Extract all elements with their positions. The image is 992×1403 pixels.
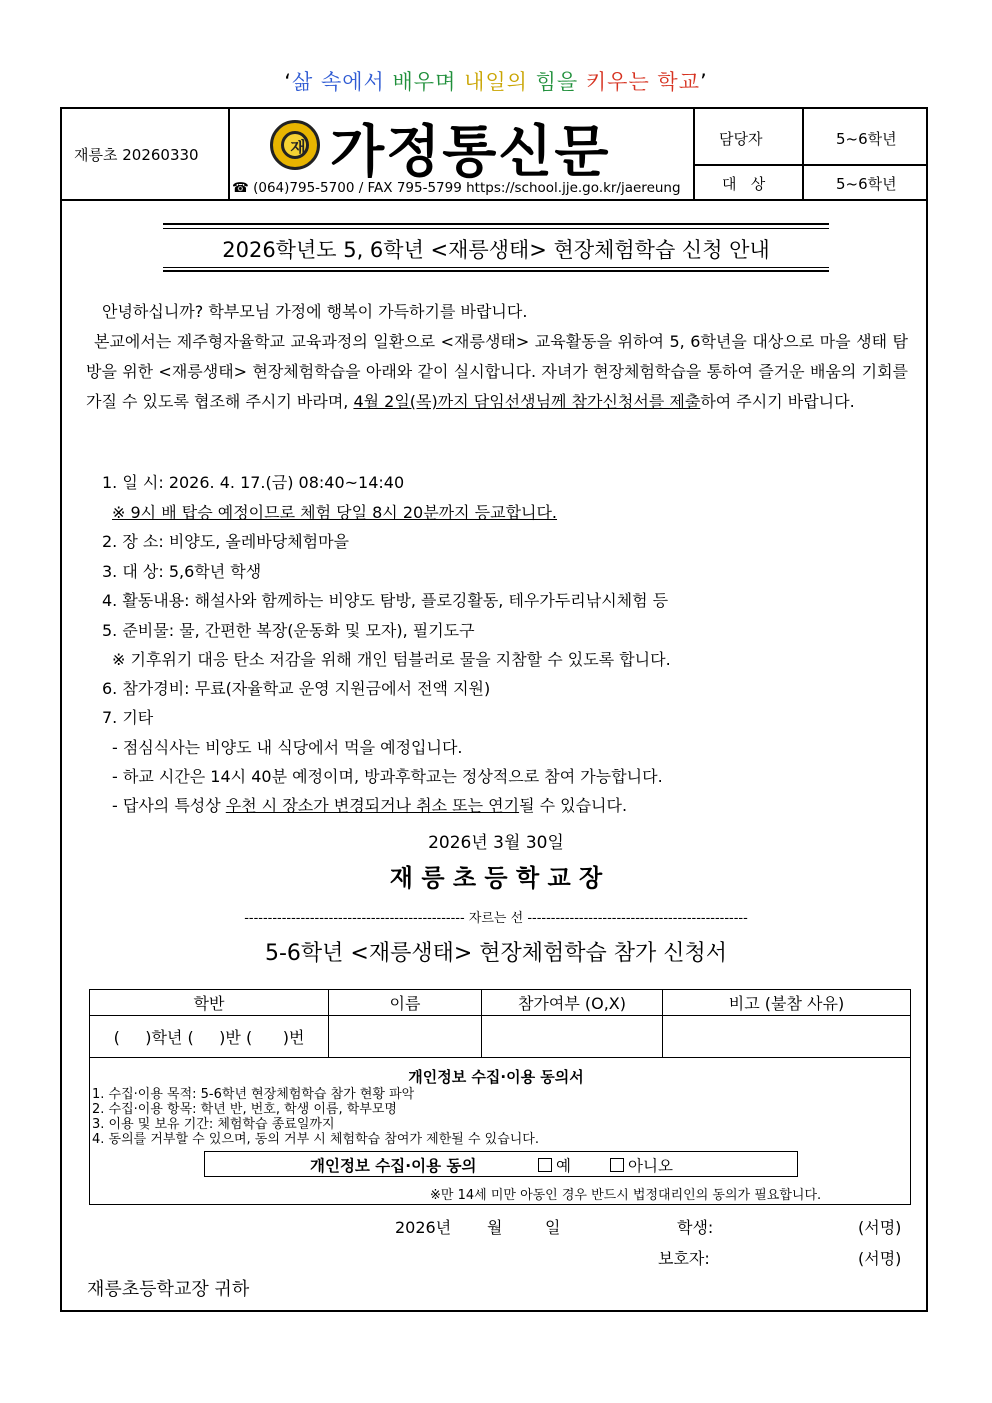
detail-subitem-end: 될 수 있습니다.	[519, 796, 628, 815]
parent-signature[interactable]: (서명)	[858, 1249, 902, 1268]
manager-label: 담당자	[719, 130, 763, 148]
headline: 2026학년도 5, 6학년 <재릉생태> 현장체험학습 신청 안내	[222, 238, 770, 262]
minor-consent-note: ※만 14세 미만 아동인 경우 반드시 법정대리인의 동의가 필요합니다.	[430, 1188, 822, 1203]
header-divider	[802, 107, 804, 200]
detail-item: 6. 참가경비: 무료(자율학교 운영 지원금에서 전액 지원)	[102, 679, 491, 698]
contact-info: ☎ (064)795-5700 / FAX 795-5799 https://school.jje.go.kr/jaereung	[232, 180, 681, 196]
consent-line: 2. 수집·이용 항목: 학년 반, 번호, 학생 이름, 학부모명	[92, 1102, 397, 1117]
sign-year: 2026년	[395, 1218, 452, 1237]
headline-rule-bottom	[163, 267, 829, 268]
motto-quote-close: ’	[700, 70, 708, 94]
intro-body	[86, 327, 908, 417]
intro-body-text: 본교에서는 제주형자율학교 교육과정의 일환으로 <재릉생태> 교육활동을 위하여 5, 6학년을 대상으로 마을 생태 탐방을 위한 <재릉생태> 현장체험학습을 아래와 같이 실시합니다. 자녀가 현장체험학습을 통하여 즐거운 배움의 기회를 가질 수 있도록 협조해 주시기 바라며,	[86, 332, 908, 411]
consent-no-label: 아니오	[628, 1157, 673, 1175]
consent-yes-option[interactable]	[538, 1154, 571, 1176]
principal-title: 재 릉 초 등 학 교 장	[389, 864, 603, 892]
motto-word: 배우며	[392, 70, 457, 94]
detail-subitem	[112, 793, 627, 816]
detail-item: 7. 기타	[102, 708, 154, 727]
document-number: 재릉초 20260330	[74, 146, 199, 164]
manager-value: 5~6학년	[836, 130, 897, 148]
column-header: 이름	[329, 990, 482, 1016]
deadline-underlined: 4월 2일(목)까지 담임선생님께 참가신청서를 제출	[353, 392, 701, 411]
remarks-field[interactable]	[663, 1016, 911, 1058]
detail-item: 1. 일 시: 2026. 4. 17.(금) 08:40~14:40	[102, 473, 405, 492]
parent-label: 보호자:	[658, 1249, 710, 1268]
intro-section	[86, 297, 908, 417]
class-field[interactable]: ( )학년 ( )반 ( )번	[90, 1016, 329, 1058]
sign-day[interactable]: 일	[545, 1218, 561, 1237]
target-value: 5~6학년	[836, 175, 897, 193]
column-header: 비고 (불참 사유)	[663, 990, 911, 1016]
school-motto	[0, 66, 992, 96]
detail-subitem: - 점심식사는 비양도 내 식당에서 먹을 예정입니다.	[112, 738, 463, 757]
consent-no-option[interactable]	[610, 1154, 673, 1176]
form-title: 5-6학년 <재릉생태> 현장체험학습 참가 신청서	[264, 941, 728, 966]
target-label: 대 상	[722, 175, 766, 193]
cut-line-label: 자르는 선	[468, 911, 524, 926]
motto-word: 힘을	[535, 70, 579, 94]
addressee: 재릉초등학교장 귀하	[87, 1279, 250, 1300]
checkbox-icon[interactable]	[538, 1158, 552, 1172]
consent-agree-box	[204, 1151, 798, 1177]
detail-note: ※ 9시 배 탑승 예정이므로 체험 당일 8시 20분까지 등교합니다.	[112, 503, 558, 522]
sign-month[interactable]: 월	[487, 1218, 503, 1237]
motto-word: 키우는	[585, 70, 650, 94]
consent-title: 개인정보 수집·이용 동의서	[408, 1068, 584, 1086]
consent-yes-label: 예	[556, 1157, 571, 1175]
column-header: 학반	[90, 990, 329, 1016]
student-signature[interactable]: (서명)	[858, 1218, 902, 1237]
header-divider	[228, 107, 230, 200]
headline-rule-top	[163, 228, 829, 229]
school-emblem-icon	[270, 120, 320, 170]
motto-quote-open: ‘	[284, 70, 292, 94]
motto-word: 속에서	[320, 70, 385, 94]
detail-note: ※ 기후위기 대응 탄소 저감을 위해 개인 텀블러로 물을 지참할 수 있도록 합니다.	[112, 650, 671, 669]
motto-word: 학교	[657, 70, 700, 94]
checkbox-icon[interactable]	[610, 1158, 624, 1172]
detail-item: 2. 장 소: 비양도, 올레바당체험마을	[102, 532, 350, 551]
consent-line: 3. 이용 및 보유 기간: 체험학습 종료일까지	[92, 1117, 335, 1132]
consent-line: 1. 수집·이용 목적: 5-6학년 현장체험학습 참가 현황 파악	[92, 1087, 415, 1102]
participation-field[interactable]	[482, 1016, 663, 1058]
detail-item: 5. 준비물: 물, 간편한 복장(운동화 및 모자), 필기도구	[102, 621, 475, 640]
detail-subitem-text: - 답사의 특성상	[112, 796, 226, 815]
student-label: 학생:	[677, 1218, 714, 1237]
detail-item: 4. 활동내용: 해설사와 함께하는 비양도 탐방, 플로깅활동, 테우가두리낚시체험 등	[102, 591, 669, 610]
emblem-glyph: 재	[290, 138, 306, 157]
detail-item: 3. 대 상: 5,6학년 학생	[102, 562, 262, 581]
header-bottom-rule	[60, 199, 928, 201]
issue-date: 2026년 3월 30일	[428, 833, 564, 853]
newsletter-title: 가정통신문	[330, 120, 611, 185]
consent-line: 4. 동의를 거부할 수 있으며, 동의 거부 시 체험학습 참여가 제한될 수 있습니다.	[92, 1132, 539, 1147]
detail-subitem: - 하교 시간은 14시 40분 예정이며, 방과후학교는 정상적으로 참여 가능합니다.	[112, 767, 663, 786]
cut-line	[0, 907, 992, 926]
cut-line-dashes: -----------------------------------------------	[244, 911, 465, 926]
consent-agree-label: 개인정보 수집·이용 동의	[310, 1157, 477, 1175]
column-header: 참가여부 (O,X)	[482, 990, 663, 1016]
headline-rule-bottom	[163, 270, 829, 272]
name-field[interactable]	[329, 1016, 482, 1058]
cut-line-dashes: -----------------------------------------------	[527, 911, 748, 926]
intro-body-end: 하여 주시기 바랍니다.	[700, 392, 855, 411]
application-table	[89, 989, 911, 1058]
header-divider	[693, 107, 695, 200]
headline-rule-top	[163, 223, 829, 225]
motto-word: 내일의	[464, 70, 528, 94]
rain-condition-underlined: 우천 시 장소가 변경되거나 취소 또는 연기	[225, 796, 520, 815]
header-divider	[693, 164, 928, 166]
motto-word: 삶	[291, 70, 314, 94]
greeting: 안녕하십니까? 학부모님 가정에 행복이 가득하기를 바랍니다.	[102, 302, 528, 321]
